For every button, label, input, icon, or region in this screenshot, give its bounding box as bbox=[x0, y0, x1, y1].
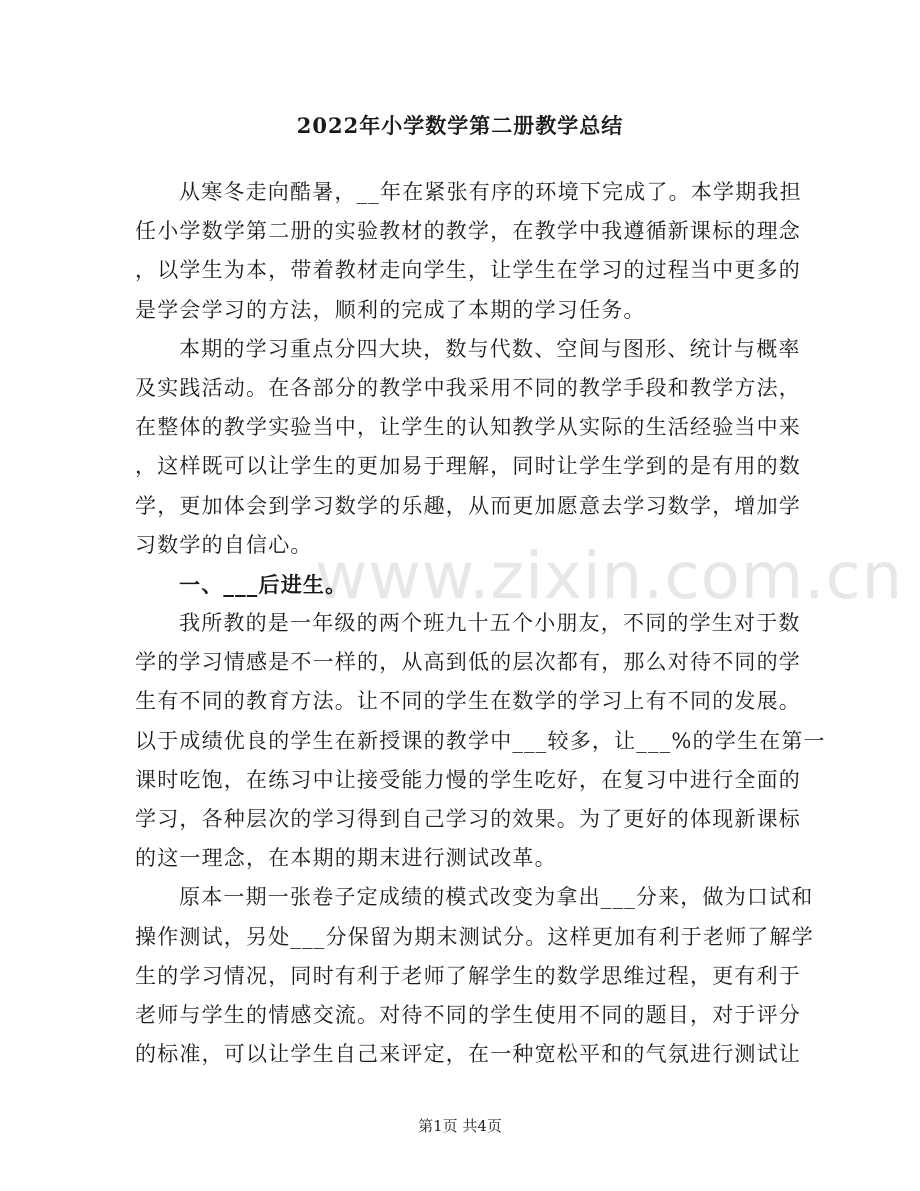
text-line: 操作测试，另处___分保留为期末测试分。这样更加有利于老师了解学 bbox=[135, 924, 814, 949]
section-heading bbox=[135, 565, 785, 604]
watermark: www.zixin.com.cn bbox=[315, 540, 904, 614]
page-footer: 第1页 共4页 bbox=[418, 1117, 502, 1135]
text-line: 在整体的教学实验当中，让学生的认知教学从实际的生活经验当中来 bbox=[135, 415, 801, 440]
text-line: 我所教的是一年级的两个班九十五个小朋友，不同的学生对于数 bbox=[179, 611, 801, 636]
text-line: 以于成绩优良的学生在新授课的教学中___较多，让___%的学生在第一 bbox=[135, 728, 826, 753]
text-line: 生的学习情况，同时有利于老师了解学生的数学思维过程，更有利于 bbox=[135, 963, 801, 988]
text-line: ，以学生为本，带着教材走向学生，让学生在学习的过程当中更多的 bbox=[135, 258, 801, 283]
text-line: 的标准，可以让学生自己来评定，在一种宽松平和的气氛进行测试让 bbox=[135, 1042, 801, 1067]
text-line: 一、___后进生。 bbox=[179, 571, 348, 597]
text-line: 学习，各种层次的学习得到自己学习的效果。为了更好的体现新课标 bbox=[135, 807, 801, 831]
text-line: 学的学习情感是不一样的，从高到低的层次都有，那么对待不同的学 bbox=[135, 650, 801, 675]
text-line: 的这一理念，在本期的期末进行测试改革。 bbox=[135, 846, 557, 871]
paragraph bbox=[135, 173, 802, 330]
text-line: 原本一期一张卷子定成绩的模式改变为拿出___分来，做为口试和 bbox=[179, 885, 814, 910]
text-line: 课时吃饱，在练习中让接受能力慢的学生吃好，在复习中进行全面的 bbox=[135, 767, 801, 792]
paragraph bbox=[135, 604, 826, 878]
text-line: 是学会学习的方法，顺利的完成了本期的学习任务。 bbox=[135, 297, 646, 322]
text-line: 本期的学习重点分四大块，数与代数、空间与图形、统计与概率 bbox=[179, 336, 801, 361]
document-body bbox=[135, 173, 826, 1074]
text-line: 习数学的自信心。 bbox=[135, 532, 313, 557]
text-line: 从寒冬走向酷暑，__年在紧张有序的环境下完成了。本学期我担 bbox=[179, 180, 802, 204]
paragraph bbox=[135, 330, 801, 565]
document-title: 2022年小学数学第二册教学总结 bbox=[296, 113, 624, 138]
text-line: 学，更加体会到学习数学的乐趣，从而更加愿意去学习数学，增加学 bbox=[135, 493, 801, 518]
text-line: 任小学数学第二册的实验教材的教学，在教学中我遵循新课标的理念 bbox=[135, 219, 801, 244]
paragraph bbox=[135, 878, 814, 1074]
text-line: ，这样既可以让学生的更加易于理解，同时让学生学到的是有用的数 bbox=[135, 454, 801, 479]
text-line: 老师与学生的情感交流。对待不同的学生使用不同的题目，对于评分 bbox=[135, 1002, 801, 1027]
text-line: 生有不同的教育方法。让不同的学生在数学的学习上有不同的发展。 bbox=[135, 689, 801, 714]
text-line: 及实践活动。在各部分的教学中我采用不同的教学手段和教学方法， bbox=[135, 375, 801, 400]
